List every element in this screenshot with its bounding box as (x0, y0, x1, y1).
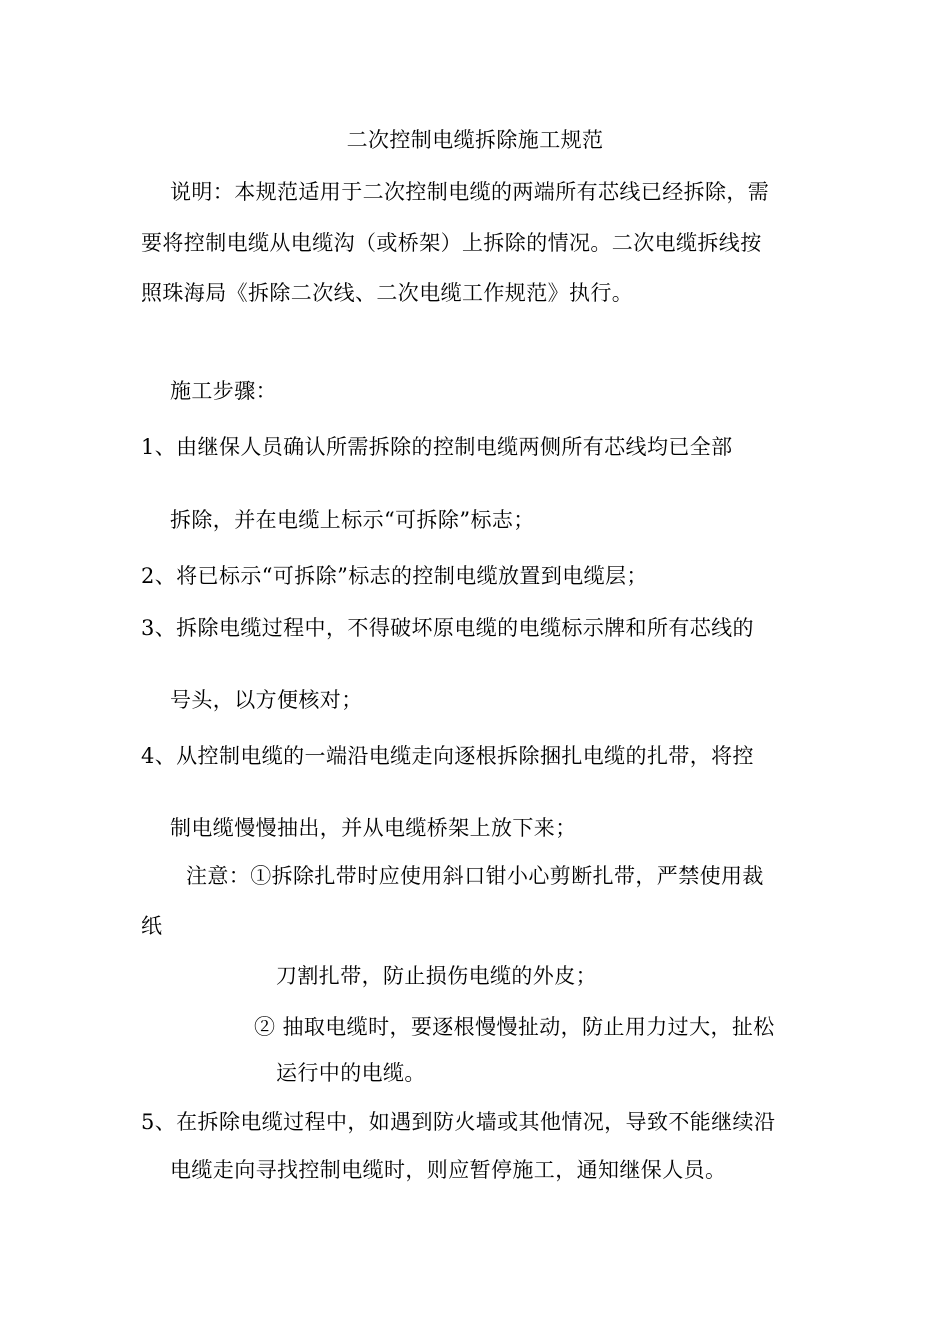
step-3-line-1: 3、拆除电缆过程中，不得破坏原电缆的电缆标示牌和所有芯线的 (141, 616, 754, 640)
intro-line-1: 说明：本规范适用于二次控制电缆的两端所有芯线已经拆除，需 (170, 180, 770, 204)
step-2-line-1: 2、将已标示“可拆除”标志的控制电缆放置到电缆层； (141, 564, 648, 588)
document-title: 二次控制电缆拆除施工规范 (346, 128, 604, 152)
intro-line-2: 要将控制电缆从电缆沟（或桥架）上拆除的情况。二次电缆拆线按 (141, 231, 762, 255)
step-5-line-1: 5、在拆除电缆过程中，如遇到防火墙或其他情况，导致不能继续沿 (141, 1110, 776, 1134)
intro-line-3: 照珠海局《拆除二次线、二次电缆工作规范》执行。 (141, 281, 634, 305)
step-5-line-2: 电缆走向寻找控制电缆时，则应暂停施工，通知继保人员。 (170, 1158, 727, 1182)
step-1-line-1: 1、由继保人员确认所需拆除的控制电缆两侧所有芯线均已全部 (141, 435, 733, 459)
step-4-line-2: 制电缆慢慢抽出，并从电缆桥架上放下来； (170, 816, 577, 840)
steps-heading: 施工步骤： (170, 379, 277, 403)
note-line-2: 刀割扎带，防止损伤电缆的外皮； (276, 964, 597, 988)
note-line-1: 注意：①拆除扎带时应使用斜口钳小心剪断扎带，严禁使用裁 (186, 864, 764, 888)
step-3-line-2: 号头，以方便核对； (170, 688, 363, 712)
step-4-line-1: 4、从控制电缆的一端沿电缆走向逐根拆除捆扎电缆的扎带，将控 (141, 744, 754, 768)
note-line-1-wrap: 纸 (141, 914, 163, 938)
note-line-3: ② 抽取电缆时，要逐根慢慢扯动，防止用力过大，扯松 (254, 1015, 775, 1039)
note-line-4: 运行中的电缆。 (276, 1061, 426, 1085)
step-1-line-2: 拆除，并在电缆上标示“可拆除”标志； (170, 508, 535, 532)
